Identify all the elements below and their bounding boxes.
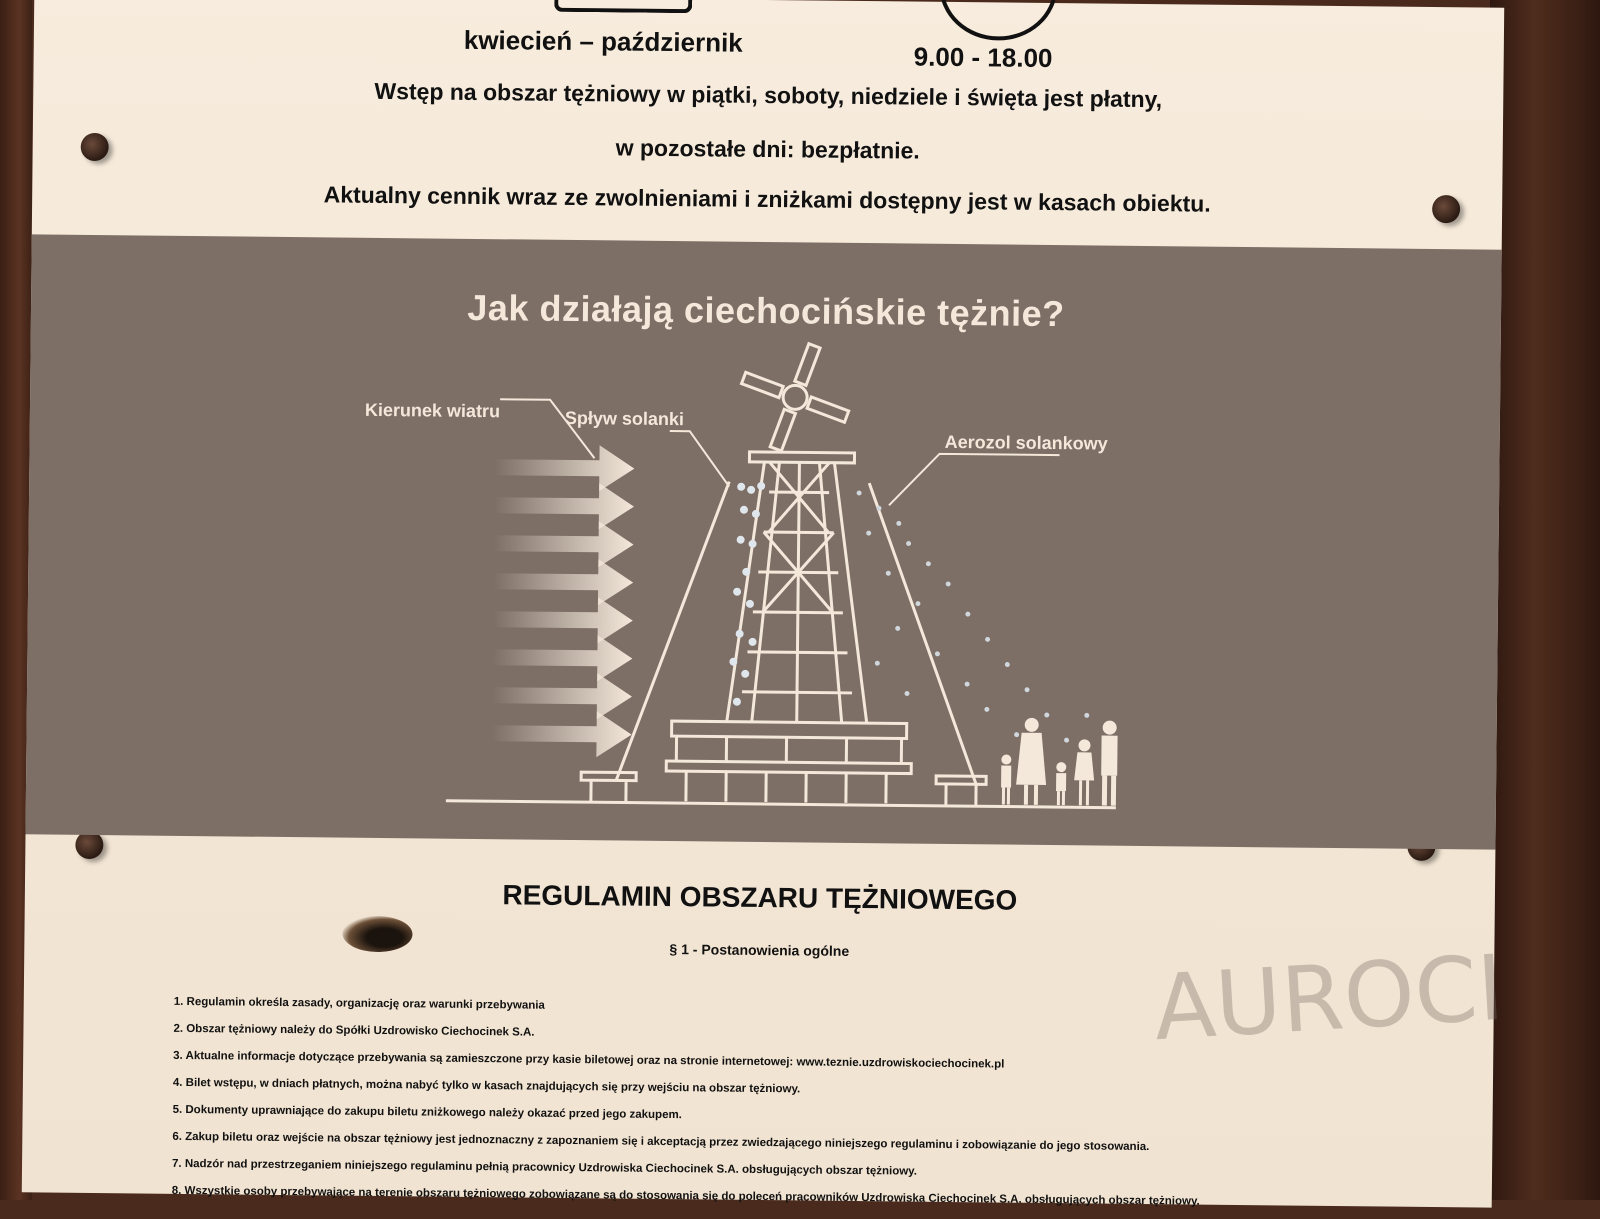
list-item: 7. Nadzór nad przestrzeganiem niniejszego regulaminu pełnią pracownicy Uzdrowiska Ciechocinek S.A. obsługujących obszar tężniowy. <box>172 1157 918 1178</box>
wind-arrows <box>491 444 634 757</box>
calendar-icon <box>554 0 692 13</box>
list-item: 8. Wszystkie osoby przebywające na terenie obszaru tężniowego zobowiązane są do stosowania się do poleceń pracowników Uzdrowiska Ciechocinek S.A. obsługujących obszar tężniowy. <box>171 1184 1200 1208</box>
regulations-list <box>172 989 1324 1217</box>
screw <box>1432 195 1460 223</box>
opening-hours: 9.00 - 18.00 <box>913 41 1053 74</box>
list-item: 4. Bilet wstępu, w dniach płatnych, można nabyć tylko w kasach znajdujących się przy wejściu na obszar tężniowy. <box>172 1076 801 1096</box>
regulations-title: REGULAMIN OBSZARU TĘŻNIOWEGO <box>502 879 1018 916</box>
people-silhouettes <box>1001 718 1118 806</box>
wooden-frame-right <box>1490 0 1600 1200</box>
list-item: 3. Aktualne informacje dotyczące przebywania są zamieszczone przy kasie biletowej oraz na stronie internetowej: www.teznie.uzdrowiskociechocinek.pl <box>173 1049 1005 1071</box>
list-item: 5. Dokumenty uprawniające do zakupu biletu zniżkowego należy okazać przed jego zakupem. <box>172 1103 682 1122</box>
aerosol-dots <box>854 490 1092 757</box>
season-text: kwiecień – październik <box>463 24 743 58</box>
list-item: 2. Obszar tężniowy należy do Spółki Uzdrowisko Ciechocinek S.A. <box>173 1022 535 1039</box>
screw <box>81 133 109 161</box>
diagram-title: Jak działają ciechocińskie tężnie? <box>467 286 1065 335</box>
pricing-info: Aktualny cennik wraz ze zwolnieniami i zniżkami dostępny jest w kasach obiektu. <box>323 181 1211 217</box>
label-brine-flow: Spływ solanki <box>564 407 685 430</box>
label-brine-aerosol: Aerozol solankowy <box>944 431 1108 454</box>
entry-fee-line-1: Wstęp na obszar tężniowy w piątki, soboty, niedziele i święta jest płatny, <box>374 77 1163 113</box>
clock-icon <box>939 0 1058 41</box>
graduation-tower-illustration <box>26 234 1502 849</box>
label-wind-direction: Kierunek wiatru <box>364 399 501 422</box>
information-sign <box>22 0 1507 1208</box>
list-item: 1. Regulamin określa zasady, organizację oraz warunki przebywania <box>173 995 545 1012</box>
graduation-tower-diagram-panel <box>26 234 1502 849</box>
regulations-section-heading: § 1 - Postanowienia ogólne <box>669 941 850 959</box>
list-item: 6. Zakup biletu oraz wejście na obszar tężniowy jest jednoznaczny z zapoznaniem się i akceptacją przez zwiedzającego niniejszego regulaminu i zobowiązanie do jego stosowania. <box>172 1130 1150 1154</box>
entry-fee-line-2: w pozostałe dni: bezpłatnie. <box>615 134 920 164</box>
graffiti: AUROCI <box>1151 935 1507 1062</box>
